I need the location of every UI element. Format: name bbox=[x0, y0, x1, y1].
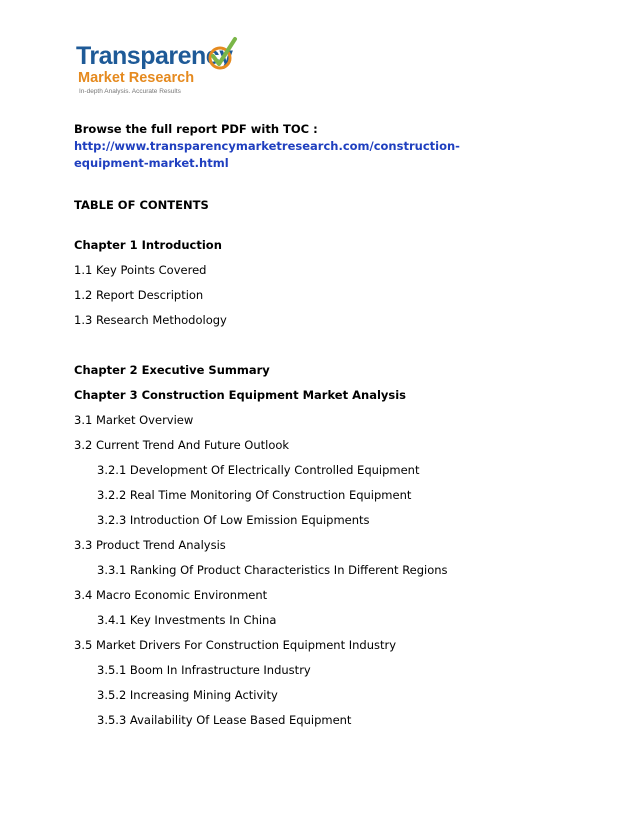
toc-item-3-5-1: 3.5.1 Boom In Infrastructure Industry bbox=[97, 663, 311, 677]
toc-item-3-5-3: 3.5.3 Availability Of Lease Based Equipment bbox=[97, 713, 352, 727]
toc-item-1-1: 1.1 Key Points Covered bbox=[74, 263, 207, 277]
logo-subtitle: Market Research bbox=[78, 70, 195, 86]
toc-chapter-2: Chapter 2 Executive Summary bbox=[74, 363, 270, 377]
toc-chapter-1: Chapter 1 Introduction bbox=[74, 238, 222, 252]
company-logo bbox=[76, 36, 246, 96]
toc-item-3-4-1: 3.4.1 Key Investments In China bbox=[97, 613, 277, 627]
toc-item-1-2: 1.2 Report Description bbox=[74, 288, 204, 302]
toc-item-3-3-1: 3.3.1 Ranking Of Product Characteristics In Different Regions bbox=[97, 563, 448, 577]
toc-item-3-5-2: 3.5.2 Increasing Mining Activity bbox=[97, 688, 278, 702]
logo-wordmark: Transparency bbox=[76, 42, 233, 70]
toc-item-3-5: 3.5 Market Drivers For Construction Equipment Industry bbox=[74, 638, 397, 652]
toc-item-3-3: 3.3 Product Trend Analysis bbox=[74, 538, 226, 552]
browse-label: Browse the full report PDF with TOC : bbox=[74, 122, 318, 136]
toc-item-3-2: 3.2 Current Trend And Future Outlook bbox=[74, 438, 290, 452]
logo-tagline: In-depth Analysis. Accurate Results bbox=[79, 88, 181, 95]
checkmark-icon bbox=[208, 36, 238, 76]
toc-item-3-1: 3.1 Market Overview bbox=[74, 413, 194, 427]
toc-item-3-2-2: 3.2.2 Real Time Monitoring Of Construction Equipment bbox=[97, 488, 412, 502]
toc-item-1-3: 1.3 Research Methodology bbox=[74, 313, 227, 327]
toc-item-3-4: 3.4 Macro Economic Environment bbox=[74, 588, 268, 602]
report-link[interactable]: http://www.transparencymarketresearch.com/construction-equipment-market.html bbox=[74, 139, 460, 170]
toc-chapter-3: Chapter 3 Construction Equipment Market Analysis bbox=[74, 388, 407, 402]
toc-item-3-2-1: 3.2.1 Development Of Electrically Controlled Equipment bbox=[97, 463, 420, 477]
toc-item-3-2-3: 3.2.3 Introduction Of Low Emission Equipments bbox=[97, 513, 370, 527]
toc-heading: TABLE OF CONTENTS bbox=[74, 198, 209, 212]
